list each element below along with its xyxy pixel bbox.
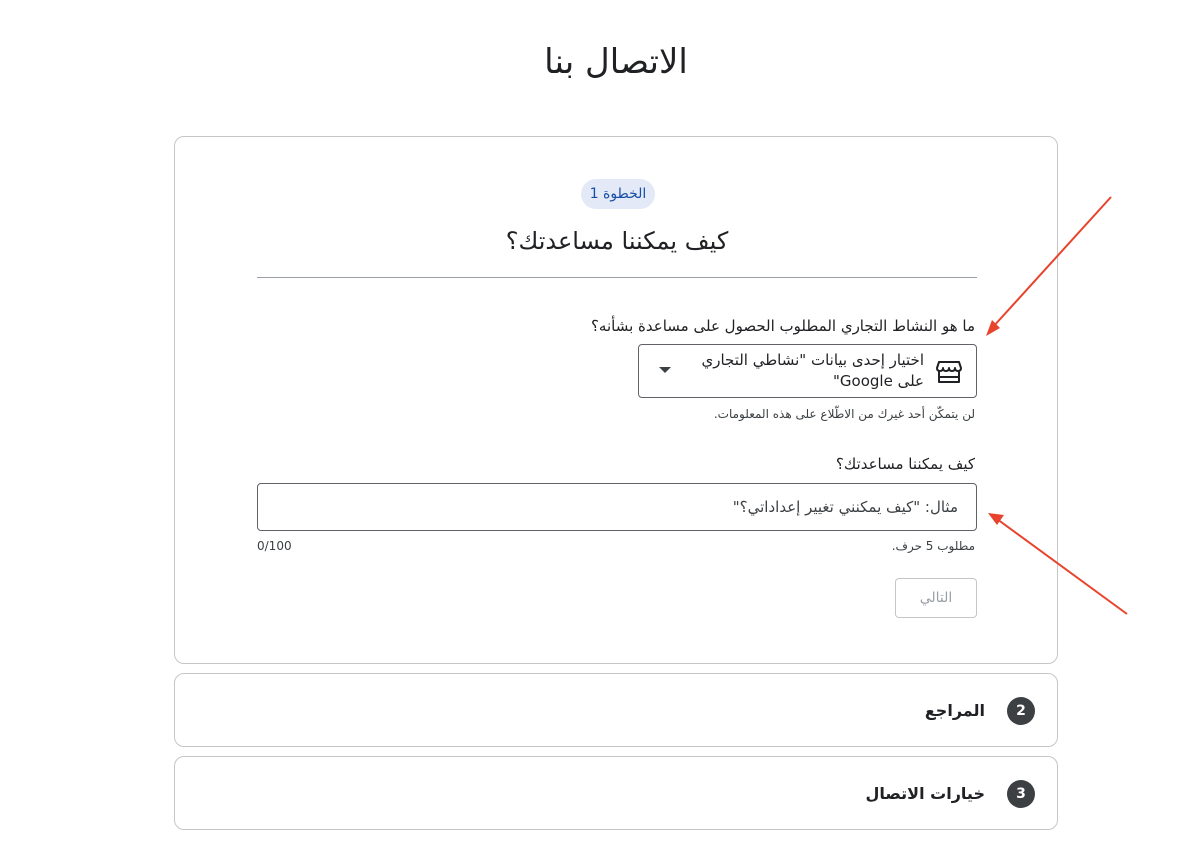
next-button[interactable]: التالي [895,578,977,618]
business-select[interactable] [638,344,977,398]
page-title: الاتصال بنا [544,42,688,82]
step-title: كيف يمكننا مساعدتك؟ [505,227,729,255]
step-3-card[interactable] [174,756,1058,830]
step-number-badge: 2 [1007,697,1035,725]
divider [257,277,977,278]
step-badge: الخطوة 1 [581,179,655,209]
privacy-note: لن يتمكّن أحد غيرك من الاطّلاع على هذه المعلومات. [713,407,975,421]
help-input[interactable] [257,483,977,531]
step-1-card [174,136,1058,664]
business-field-label: ما هو النشاط التجاري المطلوب الحصول على مساعدة بشأنه؟ [590,317,975,335]
step-number-badge: 3 [1007,780,1035,808]
step-3-title: خيارات الاتصال [865,784,985,803]
step-2-title: المراجع [924,701,985,720]
storefront-icon [936,360,962,384]
step-2-card[interactable] [174,673,1058,747]
required-note: مطلوب 5 حرف. [891,539,975,553]
business-select-value: اختيار إحدى بيانات "نشاطي التجاري على Google" [701,351,924,390]
dropdown-arrow-icon [659,367,671,373]
char-counter: 0/100 [257,539,292,553]
help-field-label: كيف يمكننا مساعدتك؟ [835,455,975,473]
